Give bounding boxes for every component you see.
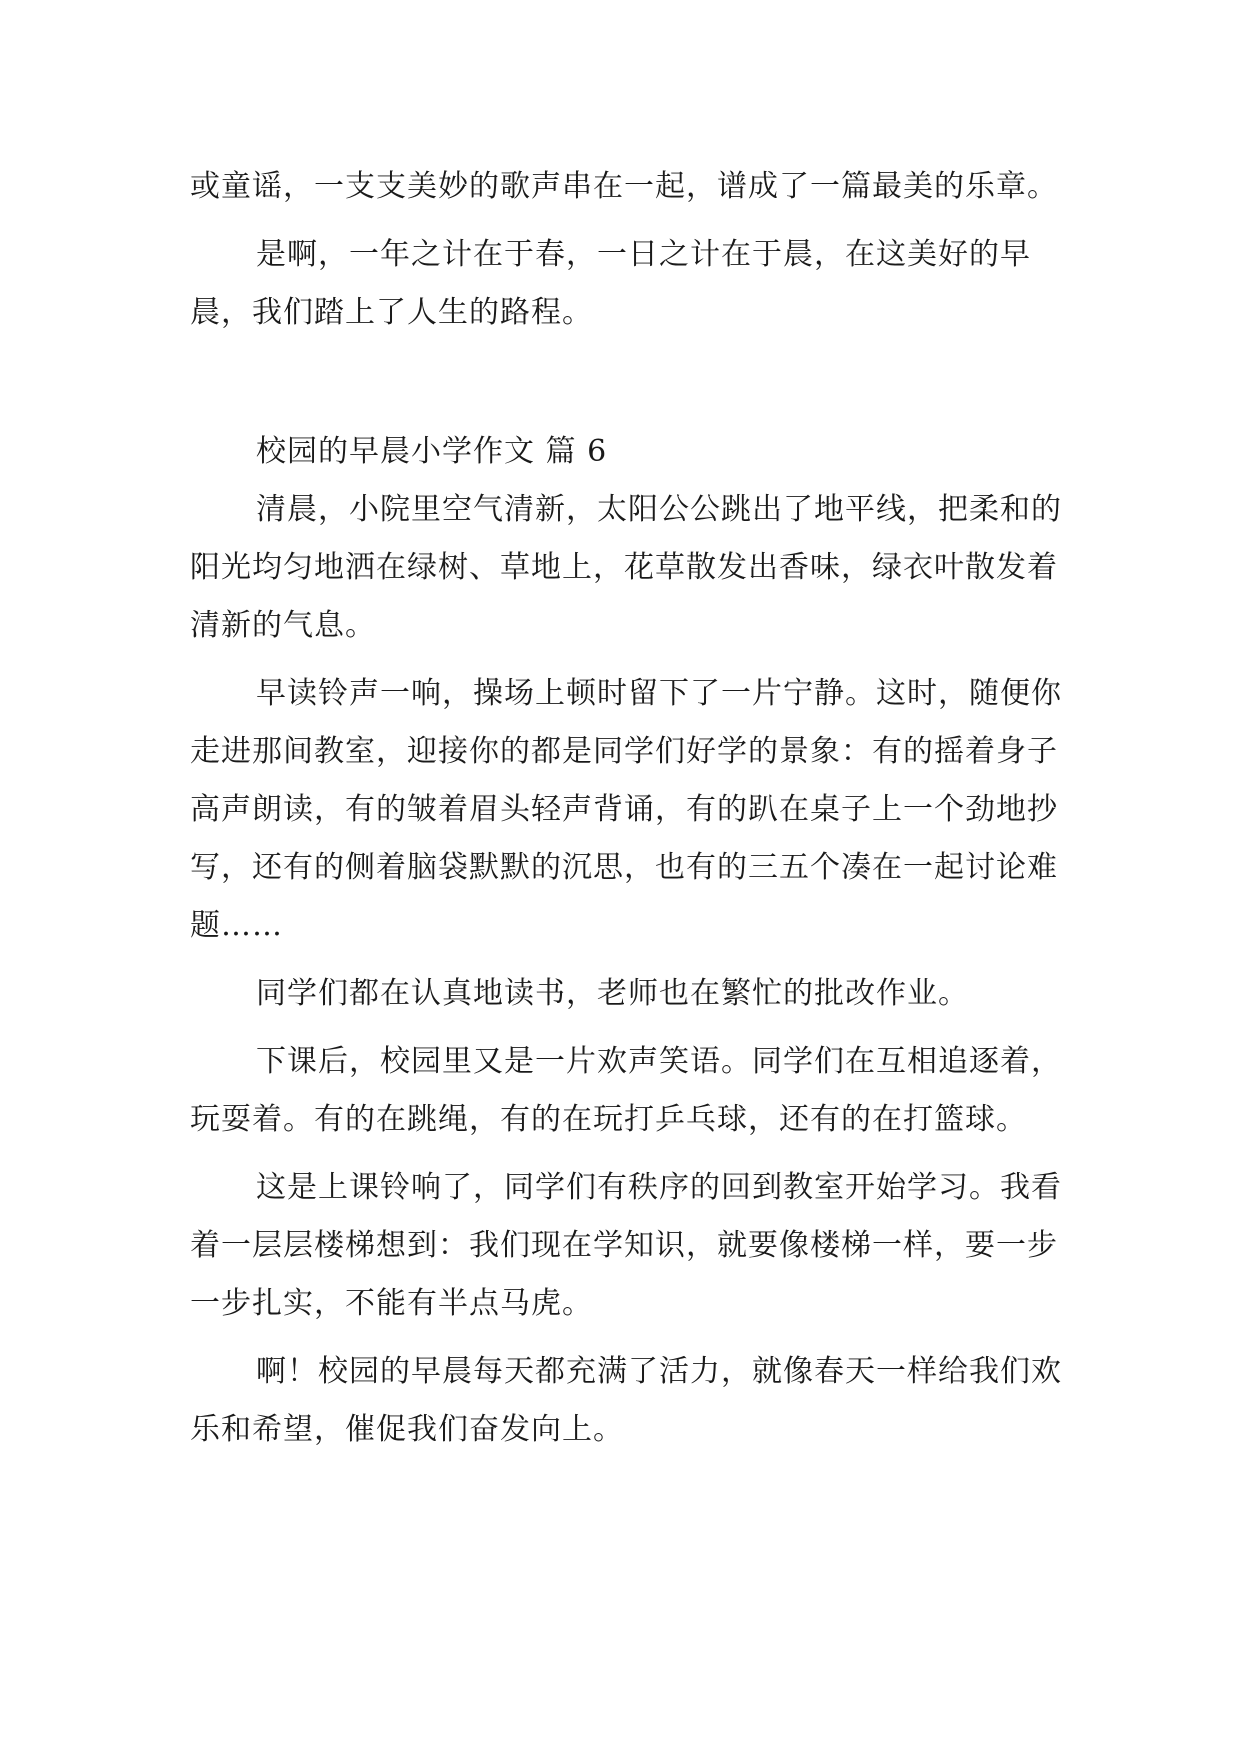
paragraph: 啊！校园的早晨每天都充满了活力，就像春天一样给我们欢乐和希望，催促我们奋发向上。 [190,1354,1062,1447]
paragraph: 同学们都在认真地读书，老师也在繁忙的批改作业。 [256,976,969,1011]
essay-section [190,423,1070,1469]
section-title: 校园的早晨小学作文 篇 6 [256,434,608,469]
paragraph: 或童谣，一支支美妙的歌声串在一起，谱成了一篇最美的乐章。 [190,169,1058,204]
paragraph: 清晨，小院里空气清新，太阳公公跳出了地平线，把柔和的阳光均匀地洒在绿树、草地上，花草散发出香味，绿衣叶散发着清新的气息。 [190,492,1062,643]
previous-section-text [190,158,1070,352]
paragraph: 是啊，一年之计在于春，一日之计在于晨，在这美好的早晨，我们踏上了人生的路程。 [190,237,1031,330]
paragraph: 下课后，校园里又是一片欢声笑语。同学们在互相追逐着，玩耍着。有的在跳绳，有的在玩打乒乓球，还有的在打篮球。 [190,1044,1062,1137]
paragraph: 这是上课铃响了，同学们有秩序的回到教室开始学习。我看着一层层楼梯想到：我们现在学知识，就要像楼梯一样，要一步一步扎实，不能有半点马虎。 [190,1170,1062,1321]
paragraph: 早读铃声一响，操场上顿时留下了一片宁静。这时，随便你走进那间教室，迎接你的都是同学们好学的景象：有的摇着身子高声朗读，有的皱着眉头轻声背诵，有的趴在桌子上一个劲地抄写，还有的侧着脑袋默默的沉思，也有的三五个凑在一起讨论难题…… [190,676,1062,943]
